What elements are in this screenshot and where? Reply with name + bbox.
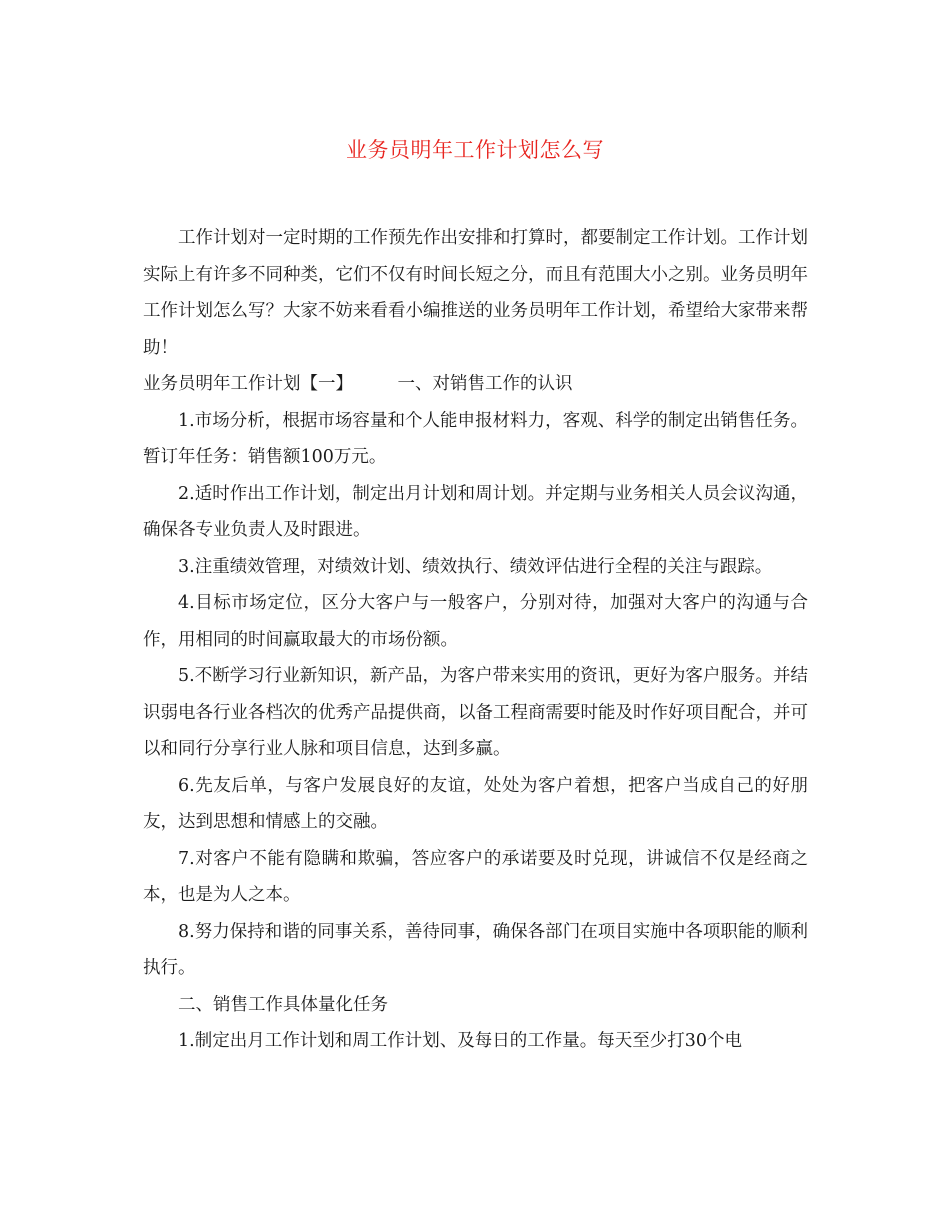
- plan-heading: 业务员明年工作计划【一】: [143, 374, 353, 394]
- plan-heading-line: [143, 366, 808, 403]
- list-item: 3.注重绩效管理，对绩效计划、绩效执行、绩效评估进行全程的关注与跟踪。: [178, 556, 773, 577]
- list-item: 6.先友后单，与客户发展良好的友谊，处处为客户着想，把客户当成自己的好朋友，达到思想和情感上的交融。: [143, 775, 808, 832]
- document-body: [143, 220, 808, 1060]
- section-heading-1: 一、对销售工作的认识: [397, 374, 573, 394]
- document-title: 业务员明年工作计划怎么写: [346, 138, 604, 162]
- list-item: 4.目标市场定位，区分大客户与一般客户，分别对待，加强对大客户的沟通与合作，用相同的时间赢取最大的市场份额。: [143, 593, 808, 650]
- list-item: 1.市场分析，根据市场容量和个人能申报材料力，客观、科学的制定出销售任务。暂订年任务：销售额100万元。: [143, 410, 808, 467]
- list-item: 8.努力保持和谐的同事关系，善待同事，确保各部门在项目实施中各项职能的顺利执行。: [143, 921, 808, 978]
- list-item: 1.制定出月工作计划和周工作计划、及每日的工作量。每天至少打30个电: [178, 1031, 742, 1051]
- intro-paragraph: 工作计划对一定时期的工作预先作出安排和打算时，都要制定工作计划。工作计划实际上有许多不同种类，它们不仅有时间长短之分，而且有范围大小之别。业务员明年工作计划怎么写？大家不妨来看看小编推送的业务员明年工作计划，希望给大家带来帮助！: [143, 228, 808, 358]
- list-item: 7.对客户不能有隐瞒和欺骗，答应客户的承诺要及时兑现，讲诚信不仅是经商之本，也是为人之本。: [143, 848, 808, 905]
- section-heading-2: 二、销售工作具体量化任务: [178, 994, 388, 1015]
- list-item: 5.不断学习行业新知识，新产品，为客户带来实用的资讯，更好为客户服务。并结识弱电各行业各档次的优秀产品提供商，以备工程商需要时能及时作好项目配合，并可以和同行分享行业人脉和项目信息，达到多赢。: [143, 666, 808, 759]
- list-item: 2.适时作出工作计划，制定出月计划和周计划。并定期与业务相关人员会议沟通，确保各专业负责人及时跟进。: [143, 483, 808, 540]
